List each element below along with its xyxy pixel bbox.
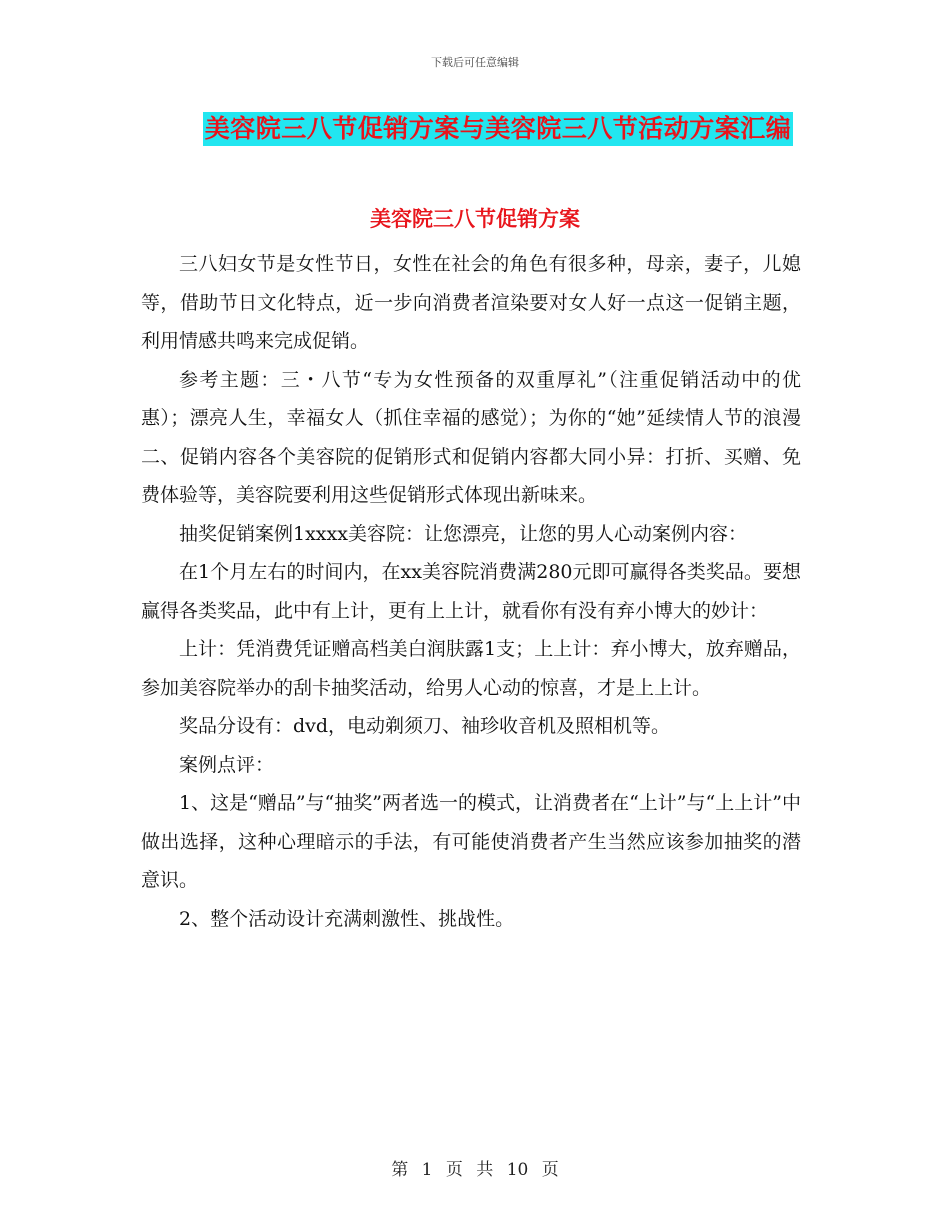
paragraph-prizes: 奖品分设有：dvd，电动剃须刀、袖珍收音机及照相机等。 [179, 715, 671, 737]
paragraph-review-2: 2、整个活动设计充满刺激性、挑战性。 [179, 907, 515, 930]
paragraph-plans: 上计：凭消费凭证赠高档美白润肤露1支；上上计：弃小博大，放弃赠品，参加美容院举办的刮卡抽奖活动，给男人心动的惊喜，才是上上计。 [141, 638, 801, 699]
paragraph-review-1: 1、这是“赠品”与“抽奖”两者选一的模式，让消费者在“上计”与“上上计”中做出选择，这种心理暗示的手法，有可能使消费者产生当然应该参加抽奖的潜意识。 [141, 792, 801, 891]
main-title-container [0, 112, 950, 146]
paragraph-case-content: 在1个月左右的时间内，在xx美容院消费满280元即可赢得各类奖品。要想赢得各类奖品，此中有上计，更有上上计，就看你有没有弃小博大的妙计： [141, 561, 801, 622]
paragraph-review-heading: 案例点评： [179, 753, 275, 776]
main-title: 美容院三八节促销方案与美容院三八节活动方案汇编 [203, 112, 794, 146]
paragraph-theme: 参考主题：三・八节“专为女性预备的双重厚礼”（注重促销活动中的优惠）；漂亮人生，幸福女人（抓住幸福的感觉）；为你的“她”延续情人节的浪漫二、促销内容各个美容院的促销形式和促销内容都大同小异：打折、买赠、免费体验等，美容院要利用这些促销形式体现出新味来。 [141, 368, 801, 506]
document-body [141, 245, 801, 938]
header-note: 下载后可任意编辑 [431, 56, 519, 69]
paragraph-case-heading: 抽奖促销案例1xxxx美容院：让您漂亮，让您的男人心动案例内容： [179, 522, 747, 545]
section-title: 美容院三八节促销方案 [370, 207, 580, 231]
paragraph-intro: 三八妇女节是女性节日，女性在社会的角色有很多种，母亲，妻子，儿媳等，借助节日文化特点，近一步向消费者渲染要对女人好一点这一促销主题，利用情感共鸣来完成促销。 [141, 253, 801, 352]
page-footer: 第 1 页 共 10 页 [391, 1160, 559, 1180]
